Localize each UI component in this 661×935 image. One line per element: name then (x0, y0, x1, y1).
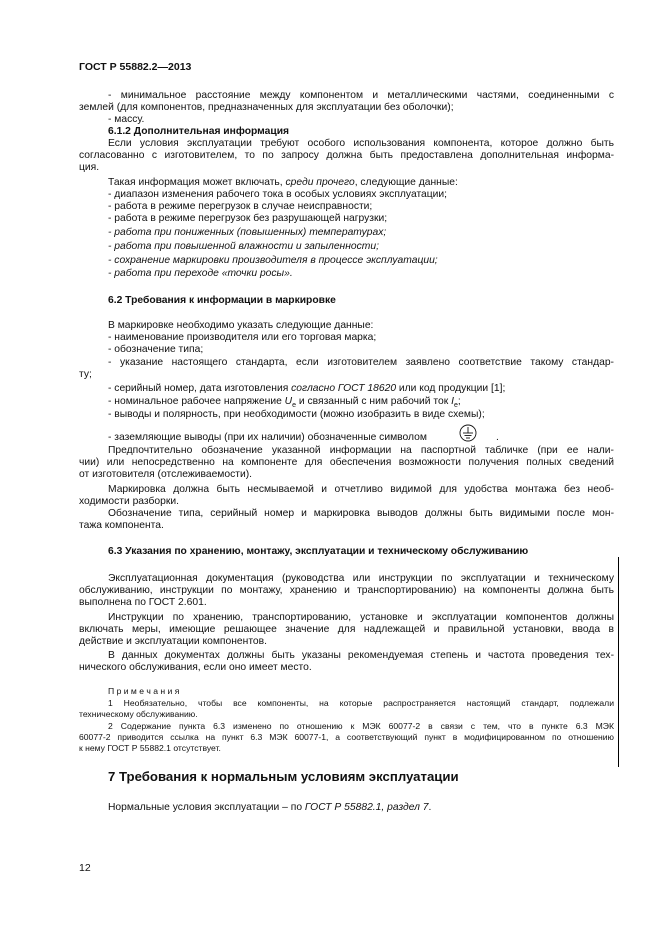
body-line: действие и эксплуатации компонентов. (79, 636, 267, 647)
list-item: - выводы и полярность, при необходимости (можно изобразить в виде схемы); (108, 409, 485, 420)
body-line: согласованно с изготовителем, то по запросу должна быть предоставлена дополнительная информа- (79, 150, 614, 161)
body-line: обслуживанию, инструкции по монтажу, хранению и транспортированию) на компоненты должна быть (79, 585, 614, 596)
body-line: землей (для компонентов, предназначенных для эксплуатации без оболочки); (79, 102, 454, 113)
section-heading: 6.1.2 Дополнительная информация (108, 126, 290, 137)
list-item: - номинальное рабочее напряжение $U_e$ и связанный с ним рабочий ток $I_e$; (108, 396, 461, 410)
list-item: - обозначение типа; (108, 344, 204, 355)
body-line: Маркировка должна быть несмываемой и отчетливо видимой для удобства монтажа без необ- (108, 484, 614, 495)
body-line: Инструкции по хранению, транспортированию, установке и эксплуатации компонентов должны (108, 612, 614, 623)
list-item: - работа при повышенной влажности и запыленности; (108, 241, 379, 252)
body-line: Обозначение типа, серийный номер и маркировка выводов должны быть видимыми после мон- (108, 508, 614, 519)
list-item: - заземляющие выводы (при их наличии) обозначенные символом (108, 432, 427, 443)
list-item: - сохранение маркировки производителя в процессе эксплуатации; (108, 255, 438, 266)
section-heading: 6.3 Указания по хранению, монтажу, эксплуатации и техническому обслуживанию (108, 546, 529, 557)
body-line: тажа компонента. (79, 520, 164, 531)
list-item: - диапазон изменения рабочего тока в особых условиях эксплуатации; (108, 189, 448, 200)
note-line: к нему ГОСТ Р 55882.1 отсутствует. (79, 743, 221, 753)
body-line: В данных документах должны быть указаны рекомендуемая степень и частота проведения тех- (108, 650, 614, 661)
list-item: - работа при переходе «точки росы». (108, 268, 293, 279)
body-line: Нормальные условия эксплуатации – по ГОСТ Р 55882.1, раздел 7. (108, 802, 432, 813)
list-item: - серийный номер, дата изготовления согласно ГОСТ 18620 или код продукции [1]; (108, 383, 506, 394)
ground-symbol-icon (458, 424, 478, 442)
body-line: выполнена по ГОСТ 2.601. (79, 597, 207, 608)
list-item: - работа в режиме перегрузок без разрушающей нагрузки; (108, 213, 388, 224)
list-item: - указание настоящего стандарта, если изготовителем заявлено соответствие такому стандар- (108, 357, 614, 368)
list-item: - работа в режиме перегрузок в случае неисправности; (108, 201, 373, 212)
note-line: техническому обслуживанию. (79, 709, 198, 719)
body-line: Эксплуатационная документация (руководства или инструкции по эксплуатации и техническому (108, 573, 614, 584)
section-heading: 6.2 Требования к информации в маркировке (108, 295, 336, 306)
document-header: ГОСТ Р 55882.2—2013 (79, 61, 192, 73)
change-bar (618, 557, 619, 767)
list-item: - наименование производителя или его торговая марка; (108, 332, 377, 343)
body-line: Если условия эксплуатации требуют особого использования компонента, которое должно быть (108, 138, 614, 149)
list-item-end: . (496, 432, 499, 443)
body-line: Предпочтительно обозначение указанной информации на паспортной табличке (при ее нали- (108, 445, 614, 456)
body-line: В маркировке необходимо указать следующие данные: (108, 320, 374, 331)
note-line: 60077-2 приводится ссылка на пункт 6.3 МЭК 60077-1, а соответствующий пункт в модифицированном по отношению (79, 732, 614, 742)
list-item: - работа при пониженных (повышенных) температурах; (108, 227, 387, 238)
list-item: - массу. (108, 114, 145, 125)
chapter-heading: 7 Требования к нормальным условиям эксплуатации (108, 769, 459, 784)
body-line: нического обслуживания, если оно имеет место. (79, 662, 312, 673)
list-item: ту; (79, 369, 92, 380)
page-number: 12 (79, 862, 91, 874)
body-line: ция. (79, 162, 100, 173)
body-line: чии) или непосредственно на компоненте для обеспечения возможности получения полных сведений (79, 457, 614, 468)
note-line: 1 Необязательно, чтобы все компоненты, на которые распространяется настоящий стандарт, подлежали (108, 698, 614, 708)
body-line: - минимальное расстояние между компонентом и металлическими частями, соединенными с (108, 90, 614, 101)
body-line: ходимости разборки. (79, 496, 179, 507)
note-line: 2 Содержание пункта 6.3 изменено по отношению к МЭК 60077-2 в связи с тем, что в пункте 6.3 МЭК (108, 721, 614, 731)
notes-title: П р и м е ч а н и я (108, 686, 180, 696)
body-line: Такая информация может включать, среди прочего, следующие данные: (108, 177, 458, 188)
body-line: от изготовителя (отслеживаемости). (79, 469, 253, 480)
body-line: включать меры, имеющие решающее значение для надлежащей и правильной установки, ввода в (79, 624, 614, 635)
